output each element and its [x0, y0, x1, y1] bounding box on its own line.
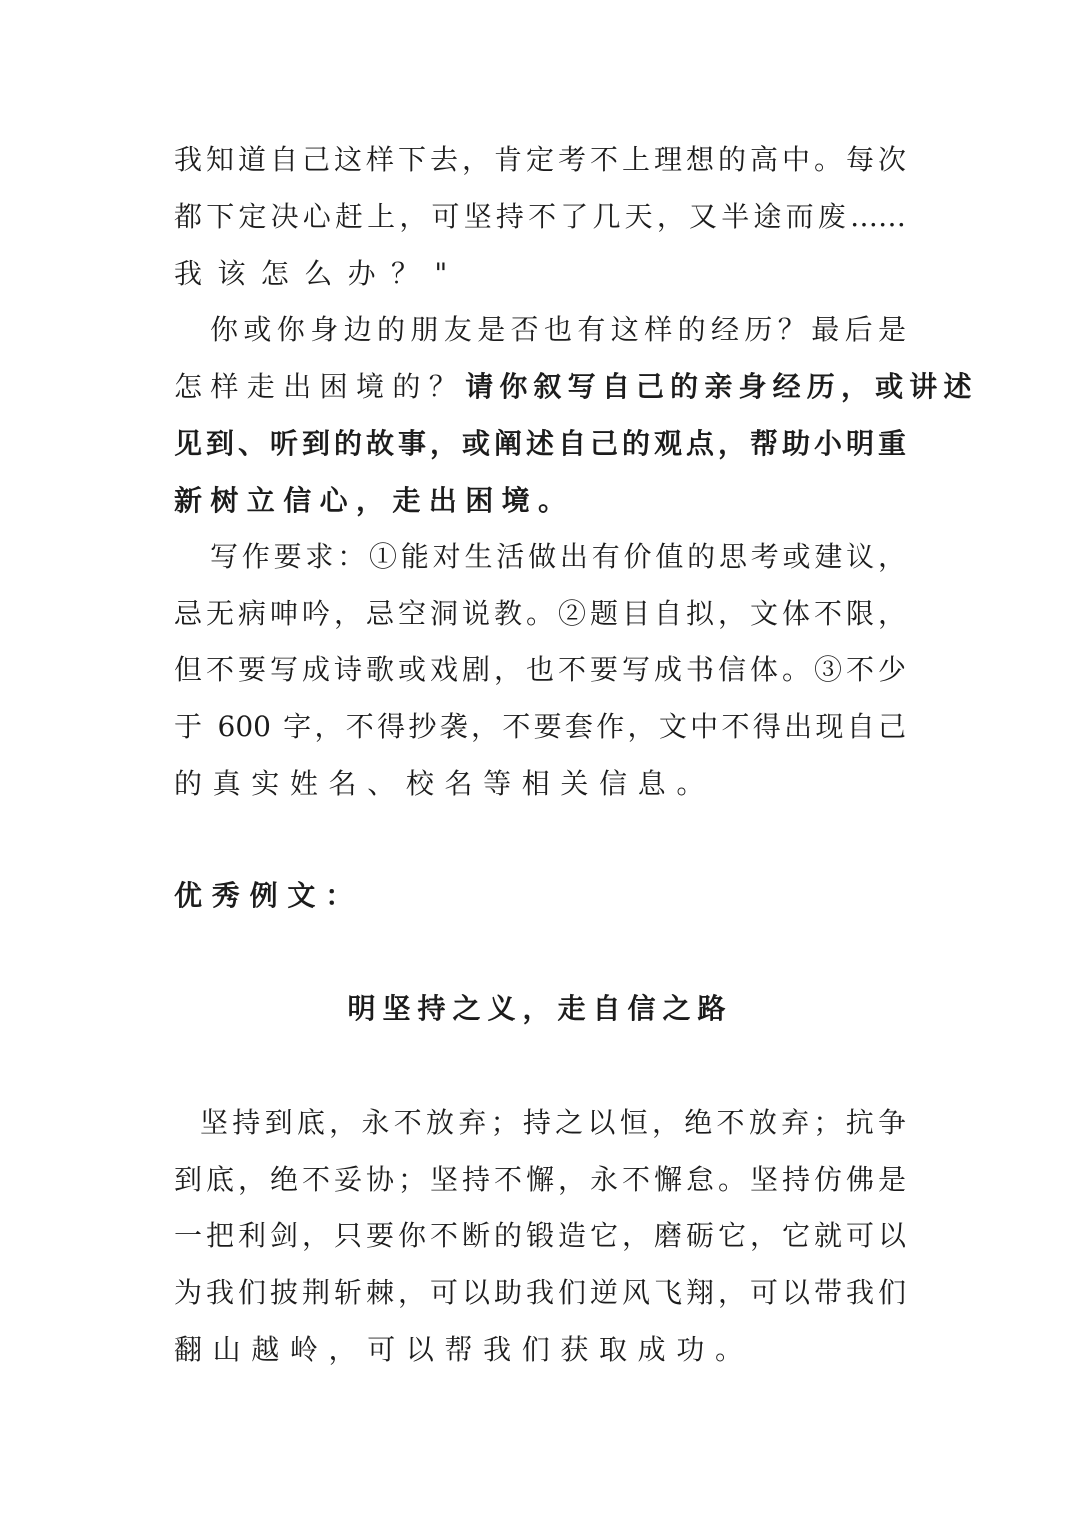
paragraph-line: 我该怎么办？": [174, 257, 463, 290]
essay-line: 翻山越岭，可以帮我们获取成功。: [174, 1333, 754, 1366]
requirements-line: 的真实姓名、校名等相关信息。: [174, 767, 715, 800]
essay-line: 为我们披荆斩棘，可以助我们逆风飞翔，可以带我们: [174, 1276, 906, 1309]
requirements-line: 但不要写成诗歌或戏剧，也不要写成书信体。③不少: [174, 653, 906, 686]
requirements-line: 于 600 字，不得抄袭，不要套作，文中不得出现自己: [174, 710, 906, 743]
requirements-line: 忌无病呻吟，忌空洞说教。②题目自拟，文体不限，: [174, 597, 906, 630]
essay-line: 一把利剑，只要你不断的锻造它，磨砺它，它就可以: [174, 1219, 906, 1252]
paragraph-bold-line: 新树立信心，走出困境。: [174, 484, 575, 517]
paragraph-line-mixed: [174, 369, 978, 405]
paragraph-line: 你或你身边的朋友是否也有这样的经历？最后是: [210, 313, 906, 346]
paragraph-text: 怎样走出困境的？: [174, 370, 466, 403]
essay-title: 明坚持之义，走自信之路: [347, 992, 733, 1025]
paragraph-line: 都下定决心赶上，可坚持不了几天，又半途而废……: [174, 200, 906, 233]
example-heading: 优秀例文：: [174, 879, 364, 912]
essay-line: 到底，绝不妥协；坚持不懈，永不懈怠。坚持仿佛是: [174, 1163, 906, 1196]
paragraph-bold-line: 见到、听到的故事，或阐述自己的观点，帮助小明重: [174, 427, 906, 460]
essay-line: 坚持到底，永不放弃；持之以恒，绝不放弃；抗争: [200, 1106, 906, 1139]
paragraph-line: 我知道自己这样下去，肯定考不上理想的高中。每次: [174, 143, 906, 176]
requirements-line: 写作要求：①能对生活做出有价值的思考或建议，: [210, 540, 906, 573]
paragraph-bold-text: 请你叙写自己的亲身经历，或讲述: [465, 370, 978, 403]
